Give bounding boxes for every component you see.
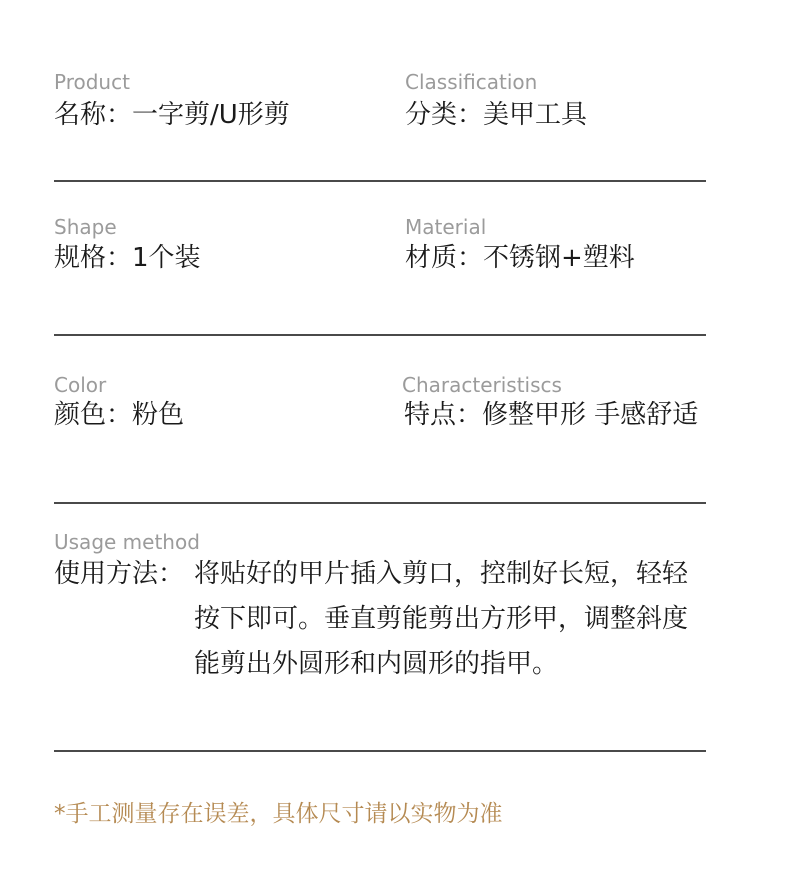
divider	[54, 750, 706, 752]
divider	[54, 334, 706, 336]
shape-label: Shape	[54, 215, 117, 239]
product-label: Product	[54, 70, 130, 94]
product-value: 名称：一字剪/U形剪	[54, 100, 290, 130]
usage-label: Usage method	[54, 530, 200, 554]
material-label: Material	[405, 215, 487, 239]
color-label: Color	[54, 373, 107, 397]
divider	[54, 180, 706, 182]
usage-title: 使用方法：	[54, 559, 185, 589]
classification-label: Classification	[405, 70, 538, 94]
characteristics-label: Characteristiscs	[402, 373, 562, 397]
usage-line-3: 能剪出外圆形和内圆形的指甲。	[194, 649, 559, 679]
classification-value: 分类：美甲工具	[405, 100, 588, 130]
divider	[54, 502, 706, 504]
measurement-note: *手工测量存在误差，具体尺寸请以实物为准	[54, 801, 503, 827]
material-value: 材质：不锈钢+塑料	[405, 243, 635, 273]
usage-line-1: 将贴好的甲片插入剪口，控制好长短，轻轻	[194, 559, 689, 589]
color-value: 颜色：粉色	[54, 400, 185, 430]
usage-line-2: 按下即可。垂直剪能剪出方形甲，调整斜度	[194, 604, 689, 634]
characteristics-value: 特点：修整甲形 手感舒适	[404, 400, 699, 430]
shape-value: 规格：1个装	[54, 243, 201, 273]
